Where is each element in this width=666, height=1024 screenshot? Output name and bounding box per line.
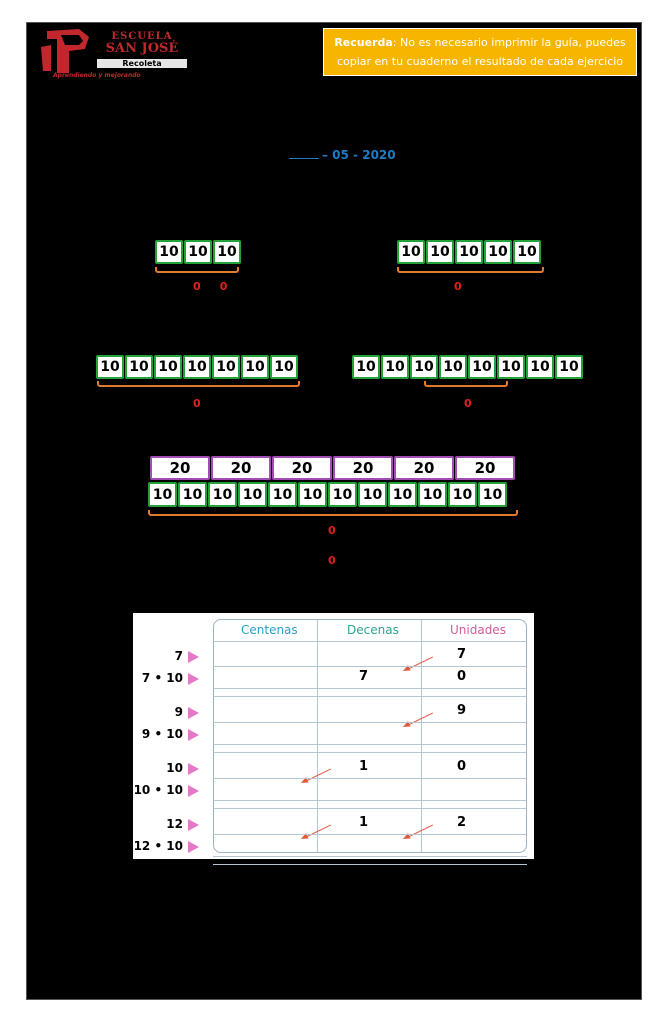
triangle-pointer-icon — [188, 651, 199, 663]
ten-block: 10 — [468, 355, 496, 379]
cell-value-unidades: 2 — [457, 815, 467, 830]
row-label: 7 — [174, 649, 183, 663]
ten-block: 10 — [455, 240, 483, 264]
logo-subtitle: Recoleta — [97, 59, 187, 68]
header-divider — [213, 641, 527, 642]
row-divider — [213, 864, 527, 865]
cell-value-unidades: 9 — [457, 703, 467, 718]
row-label: 9 — [174, 705, 183, 719]
worksheet-page — [26, 22, 642, 1000]
ten-block: 10 — [208, 482, 237, 507]
ten-block: 10 — [352, 355, 380, 379]
ten-block: 10 — [268, 482, 297, 507]
school-logo — [39, 27, 189, 85]
brace-3 — [97, 381, 300, 387]
ten-block: 10 — [178, 482, 207, 507]
reminder-text: : No es necesario imprimir la guía, puedes copiar en tu cuaderno el resultado de cada ejercicio — [336, 36, 626, 68]
cell-value-unidades: 0 — [457, 759, 467, 774]
row-label: 12 • 10 — [133, 839, 183, 853]
twenty-block: 20 — [272, 456, 332, 480]
row-divider — [213, 800, 527, 801]
ten-block: 10 — [154, 355, 182, 379]
ten-block: 10 — [125, 355, 153, 379]
row-divider — [213, 808, 527, 809]
row-label: 7 • 10 — [141, 671, 183, 685]
ten-block: 10 — [555, 355, 583, 379]
ten-block: 10 — [439, 355, 467, 379]
triangle-pointer-icon — [188, 729, 199, 741]
ten-block: 10 — [184, 240, 212, 264]
twenty-block: 20 — [150, 456, 210, 480]
ten-block: 10 — [497, 355, 525, 379]
row-divider — [213, 722, 527, 723]
ten-block: 10 — [397, 240, 425, 264]
header-unidades: Unidades — [450, 623, 506, 637]
row-divider — [213, 752, 527, 753]
brace-2 — [397, 267, 544, 273]
answer-5a: 0 — [328, 524, 336, 537]
cell-value-decenas: 7 — [359, 669, 369, 684]
twenty-block: 20 — [211, 456, 271, 480]
ten-block: 10 — [155, 240, 183, 264]
cell-value-unidades: 0 — [457, 669, 467, 684]
brace-5 — [148, 510, 518, 516]
tens-group-2 — [397, 240, 542, 264]
date-line — [289, 148, 396, 162]
tens-group-1 — [155, 240, 242, 264]
date-text: – 05 - 2020 — [322, 148, 396, 162]
ten-block: 10 — [213, 240, 241, 264]
triangle-pointer-icon — [188, 819, 199, 831]
place-value-table — [133, 613, 534, 859]
ten-block: 10 — [328, 482, 357, 507]
tens-group-3 — [96, 355, 299, 379]
twenty-block: 20 — [333, 456, 393, 480]
ten-block: 10 — [410, 355, 438, 379]
cell-value-decenas: 1 — [359, 815, 369, 830]
ten-block: 10 — [478, 482, 507, 507]
ten-block: 10 — [241, 355, 269, 379]
row-label: 10 — [166, 761, 183, 775]
ten-block: 10 — [96, 355, 124, 379]
twenty-block: 20 — [394, 456, 454, 480]
answer-5b: 0 — [328, 554, 336, 567]
triangle-pointer-icon — [188, 673, 199, 685]
row-divider — [213, 688, 527, 689]
ten-block: 10 — [298, 482, 327, 507]
row-divider — [213, 666, 527, 667]
row-label: 9 • 10 — [141, 727, 183, 741]
tens-group-4 — [352, 355, 584, 379]
triangle-pointer-icon — [188, 763, 199, 775]
triangle-pointer-icon — [188, 707, 199, 719]
answer-3: 0 — [193, 397, 201, 410]
row-divider — [213, 778, 527, 779]
ten-block: 10 — [270, 355, 298, 379]
row-divider — [213, 856, 527, 857]
tens-group-5 — [148, 482, 508, 507]
ten-block: 10 — [513, 240, 541, 264]
header-decenas: Decenas — [347, 623, 399, 637]
logo-line2: SAN JOSÉ — [105, 41, 179, 56]
twenty-block: 20 — [455, 456, 515, 480]
table-grid — [213, 619, 527, 853]
header-centenas: Centenas — [241, 623, 298, 637]
date-blank — [289, 149, 319, 159]
ten-block: 10 — [148, 482, 177, 507]
logo-line1: ESCUELA — [111, 31, 173, 42]
ten-block: 10 — [381, 355, 409, 379]
triangle-pointer-icon — [188, 841, 199, 853]
column-divider — [421, 619, 422, 853]
ten-block: 10 — [526, 355, 554, 379]
row-divider — [213, 834, 527, 835]
ten-block: 10 — [183, 355, 211, 379]
school-crest-icon — [39, 27, 101, 75]
row-label: 12 — [166, 817, 183, 831]
reminder-title: Recuerda — [334, 36, 393, 49]
logo-tagline: Aprendiendo y mejorando — [53, 72, 141, 79]
reminder-box — [323, 28, 637, 76]
answer-2: 0 — [454, 280, 462, 293]
triangle-pointer-icon — [188, 785, 199, 797]
row-label: 10 • 10 — [133, 783, 183, 797]
brace-4 — [424, 381, 508, 387]
column-divider — [317, 619, 318, 853]
answer-1: 0 0 — [193, 280, 228, 293]
cell-value-decenas: 1 — [359, 759, 369, 774]
answer-4: 0 — [464, 397, 472, 410]
ten-block: 10 — [426, 240, 454, 264]
ten-block: 10 — [238, 482, 267, 507]
cell-value-unidades: 7 — [457, 647, 467, 662]
ten-block: 10 — [448, 482, 477, 507]
ten-block: 10 — [388, 482, 417, 507]
twenties-group — [150, 456, 516, 480]
ten-block: 10 — [212, 355, 240, 379]
row-divider — [213, 744, 527, 745]
ten-block: 10 — [358, 482, 387, 507]
ten-block: 10 — [484, 240, 512, 264]
logo-title — [99, 31, 185, 56]
brace-1 — [155, 267, 239, 273]
row-divider — [213, 696, 527, 697]
ten-block: 10 — [418, 482, 447, 507]
